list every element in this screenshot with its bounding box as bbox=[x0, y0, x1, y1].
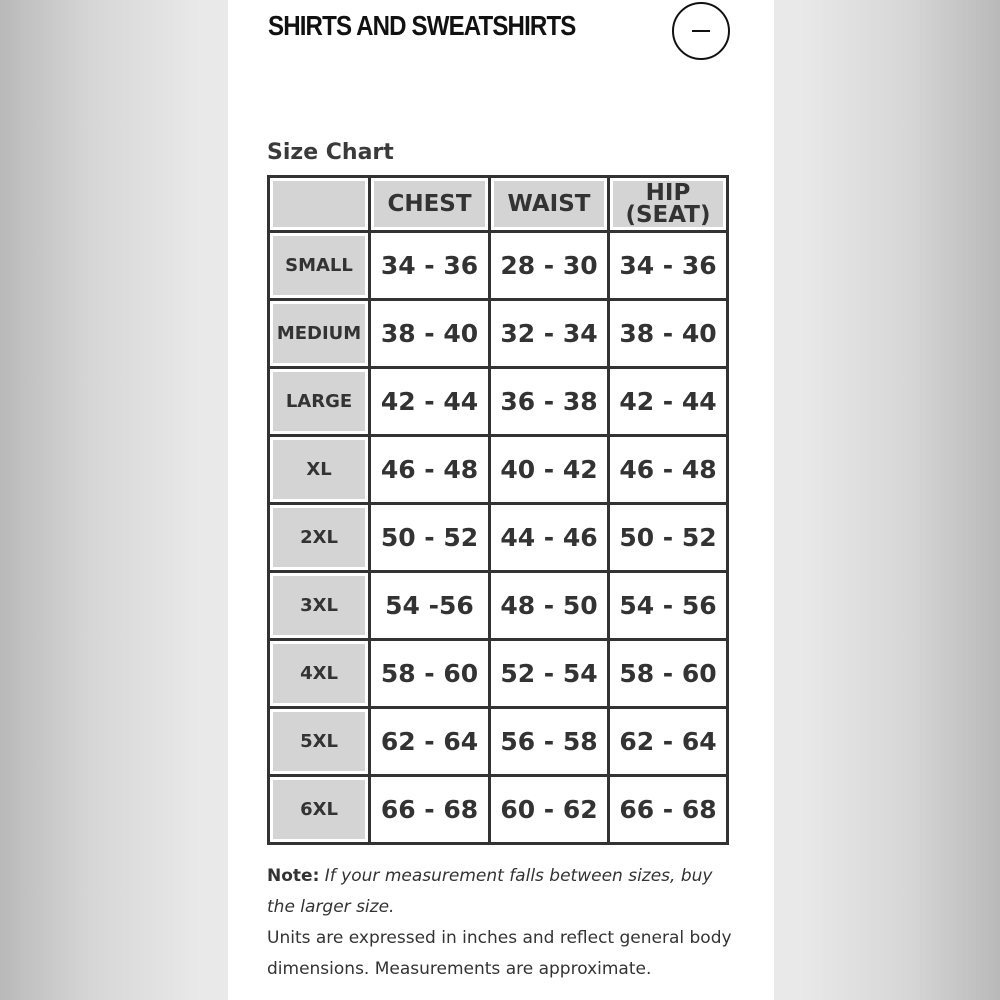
table-row bbox=[269, 504, 728, 572]
hip-value: 34 - 36 bbox=[609, 232, 728, 300]
size-label: 3XL bbox=[269, 572, 370, 640]
section-title: SHIRTS AND SWEATSHIRTS bbox=[268, 10, 576, 41]
table-row bbox=[269, 368, 728, 436]
chart-title: Size Chart bbox=[267, 140, 394, 165]
waist-value: 48 - 50 bbox=[490, 572, 609, 640]
header-hip bbox=[609, 177, 728, 232]
hip-value: 58 - 60 bbox=[609, 640, 728, 708]
chest-value: 38 - 40 bbox=[370, 300, 490, 368]
waist-value: 32 - 34 bbox=[490, 300, 609, 368]
hip-value: 38 - 40 bbox=[609, 300, 728, 368]
chest-value: 54 -56 bbox=[370, 572, 490, 640]
hip-value: 50 - 52 bbox=[609, 504, 728, 572]
table-header-row bbox=[269, 177, 728, 232]
waist-value: 56 - 58 bbox=[490, 708, 609, 776]
waist-value: 28 - 30 bbox=[490, 232, 609, 300]
header-chest: CHEST bbox=[370, 177, 490, 232]
corner-cell bbox=[269, 177, 370, 232]
table-row bbox=[269, 640, 728, 708]
table-row bbox=[269, 572, 728, 640]
chest-value: 42 - 44 bbox=[370, 368, 490, 436]
collapse-button[interactable] bbox=[672, 2, 730, 60]
note-italic: If your measurement falls between sizes, buy the larger size. bbox=[267, 866, 713, 917]
size-label: XL bbox=[269, 436, 370, 504]
table-row bbox=[269, 300, 728, 368]
size-label: 4XL bbox=[269, 640, 370, 708]
size-label: MEDIUM bbox=[269, 300, 370, 368]
size-guide-panel bbox=[228, 0, 774, 1000]
header-hip-line: (SEAT) bbox=[625, 202, 711, 228]
waist-value: 44 - 46 bbox=[490, 504, 609, 572]
waist-value: 36 - 38 bbox=[490, 368, 609, 436]
note-text: Units are expressed in inches and reflect general body dimensions. Measurements are approximate. bbox=[267, 928, 732, 979]
waist-value: 60 - 62 bbox=[490, 776, 609, 844]
size-label: 5XL bbox=[269, 708, 370, 776]
hip-value: 54 - 56 bbox=[609, 572, 728, 640]
waist-value: 52 - 54 bbox=[490, 640, 609, 708]
chest-value: 66 - 68 bbox=[370, 776, 490, 844]
hip-value: 42 - 44 bbox=[609, 368, 728, 436]
waist-value: 40 - 42 bbox=[490, 436, 609, 504]
table-row bbox=[269, 436, 728, 504]
table-row bbox=[269, 776, 728, 844]
header-hip-line: HIP bbox=[645, 180, 691, 206]
size-label: SMALL bbox=[269, 232, 370, 300]
note-label: Note: bbox=[267, 866, 320, 886]
size-note bbox=[267, 861, 737, 985]
size-chart-table bbox=[267, 175, 729, 845]
chest-value: 46 - 48 bbox=[370, 436, 490, 504]
size-label: 6XL bbox=[269, 776, 370, 844]
chest-value: 34 - 36 bbox=[370, 232, 490, 300]
hip-value: 62 - 64 bbox=[609, 708, 728, 776]
table-row bbox=[269, 708, 728, 776]
size-label: LARGE bbox=[269, 368, 370, 436]
hip-value: 66 - 68 bbox=[609, 776, 728, 844]
header-waist: WAIST bbox=[490, 177, 609, 232]
chest-value: 58 - 60 bbox=[370, 640, 490, 708]
size-label: 2XL bbox=[269, 504, 370, 572]
table-row bbox=[269, 232, 728, 300]
minus-icon bbox=[692, 30, 710, 32]
chest-value: 62 - 64 bbox=[370, 708, 490, 776]
chest-value: 50 - 52 bbox=[370, 504, 490, 572]
hip-value: 46 - 48 bbox=[609, 436, 728, 504]
